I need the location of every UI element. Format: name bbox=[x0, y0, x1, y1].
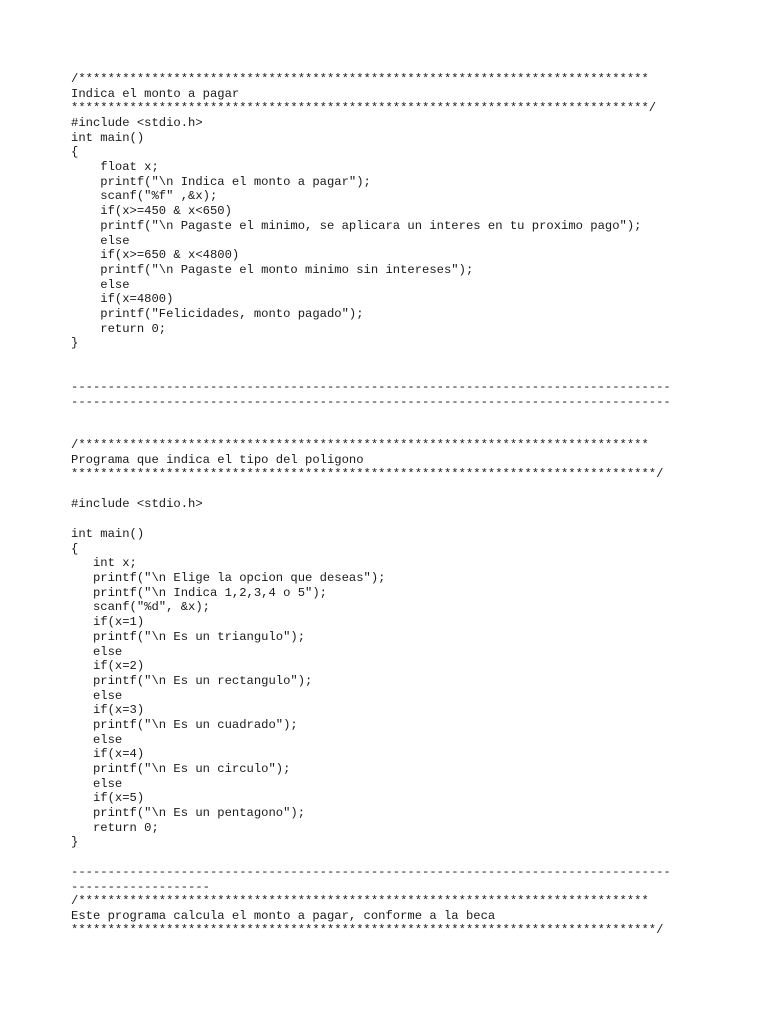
code-line: Indica el monto a pagar bbox=[71, 86, 240, 101]
code-line: printf("\n Es un triangulo"); bbox=[71, 629, 306, 644]
code-line: /****************************************************************************** bbox=[71, 894, 649, 908]
code-line: printf("\n Pagaste el monto minimo sin intereses"); bbox=[71, 262, 474, 277]
code-line: if(x=5) bbox=[71, 791, 145, 806]
code-line: ------------------- bbox=[71, 879, 210, 894]
code-line: else bbox=[71, 644, 123, 659]
code-line: if(x=4) bbox=[71, 747, 145, 762]
code-line: #include <stdio.h> bbox=[71, 497, 203, 511]
code-line: ---------------------------------------------------------------------------------- bbox=[71, 380, 671, 394]
code-line: float x; bbox=[71, 160, 159, 175]
code-line: printf("\n Indica 1,2,3,4 o 5"); bbox=[71, 585, 327, 600]
code-line: if(x=2) bbox=[71, 659, 145, 674]
code-line: else bbox=[71, 776, 123, 791]
code-line: else bbox=[71, 688, 123, 703]
code-line: printf("\n Indica el monto a pagar"); bbox=[71, 174, 371, 189]
code-line: printf("\n Pagaste el minimo, se aplicara un interes en tu proximo pago"); bbox=[71, 218, 642, 233]
code-line: return 0; bbox=[71, 321, 167, 336]
code-line: Este programa calcula el monto a pagar, conforme a la beca bbox=[71, 908, 496, 923]
code-line: int main() bbox=[71, 130, 145, 145]
code-line: int main() bbox=[71, 527, 145, 541]
code-line: ********************************************************************************/ bbox=[71, 467, 664, 482]
code-line: int x; bbox=[71, 556, 137, 571]
code-line: ---------------------------------------------------------------------------------- bbox=[71, 394, 671, 409]
program1-header bbox=[71, 72, 656, 116]
program1-code bbox=[71, 116, 641, 351]
program2-include bbox=[71, 497, 203, 512]
code-line: ---------------------------------------------------------------------------------- bbox=[71, 865, 671, 879]
code-line: printf("\n Es un pentagono"); bbox=[71, 806, 306, 821]
code-line: if(x>=650 & x<4800) bbox=[71, 248, 240, 263]
code-line: else bbox=[71, 732, 123, 747]
code-line: } bbox=[71, 336, 79, 351]
code-line: printf("\n Es un cuadrado"); bbox=[71, 717, 298, 732]
code-line: scanf("%f" ,&x); bbox=[71, 189, 218, 204]
program3-header bbox=[71, 894, 663, 938]
program2-header bbox=[71, 438, 663, 482]
code-line: if(x=4800) bbox=[71, 292, 174, 307]
code-line: /****************************************************************************** bbox=[71, 438, 649, 452]
code-line: Programa que indica el tipo del poligono bbox=[71, 452, 364, 467]
code-line: if(x=1) bbox=[71, 615, 145, 630]
separator-bottom bbox=[71, 865, 671, 894]
separator-top bbox=[71, 380, 671, 409]
code-line: #include <stdio.h> bbox=[71, 116, 203, 130]
code-line: printf("\n Es un circulo"); bbox=[71, 762, 291, 776]
code-line: scanf("%d", &x); bbox=[71, 600, 210, 615]
code-line: else bbox=[71, 277, 130, 292]
code-line: return 0; bbox=[71, 820, 159, 835]
code-line: if(x>=450 & x<650) bbox=[71, 204, 232, 219]
code-line: /****************************************************************************** bbox=[71, 72, 649, 86]
code-line: { bbox=[71, 145, 79, 160]
code-line: else bbox=[71, 233, 130, 248]
code-line: *******************************************************************************/ bbox=[71, 101, 657, 116]
code-line: printf("\n Elige la opcion que deseas"); bbox=[71, 571, 386, 586]
code-line: if(x=3) bbox=[71, 703, 145, 718]
code-line: { bbox=[71, 541, 79, 556]
code-line: printf("\n Es un rectangulo"); bbox=[71, 673, 313, 688]
code-line: } bbox=[71, 835, 79, 850]
code-line: printf("Felicidades, monto pagado"); bbox=[71, 306, 364, 321]
program2-code bbox=[71, 527, 386, 850]
code-line: ********************************************************************************/ bbox=[71, 923, 664, 938]
